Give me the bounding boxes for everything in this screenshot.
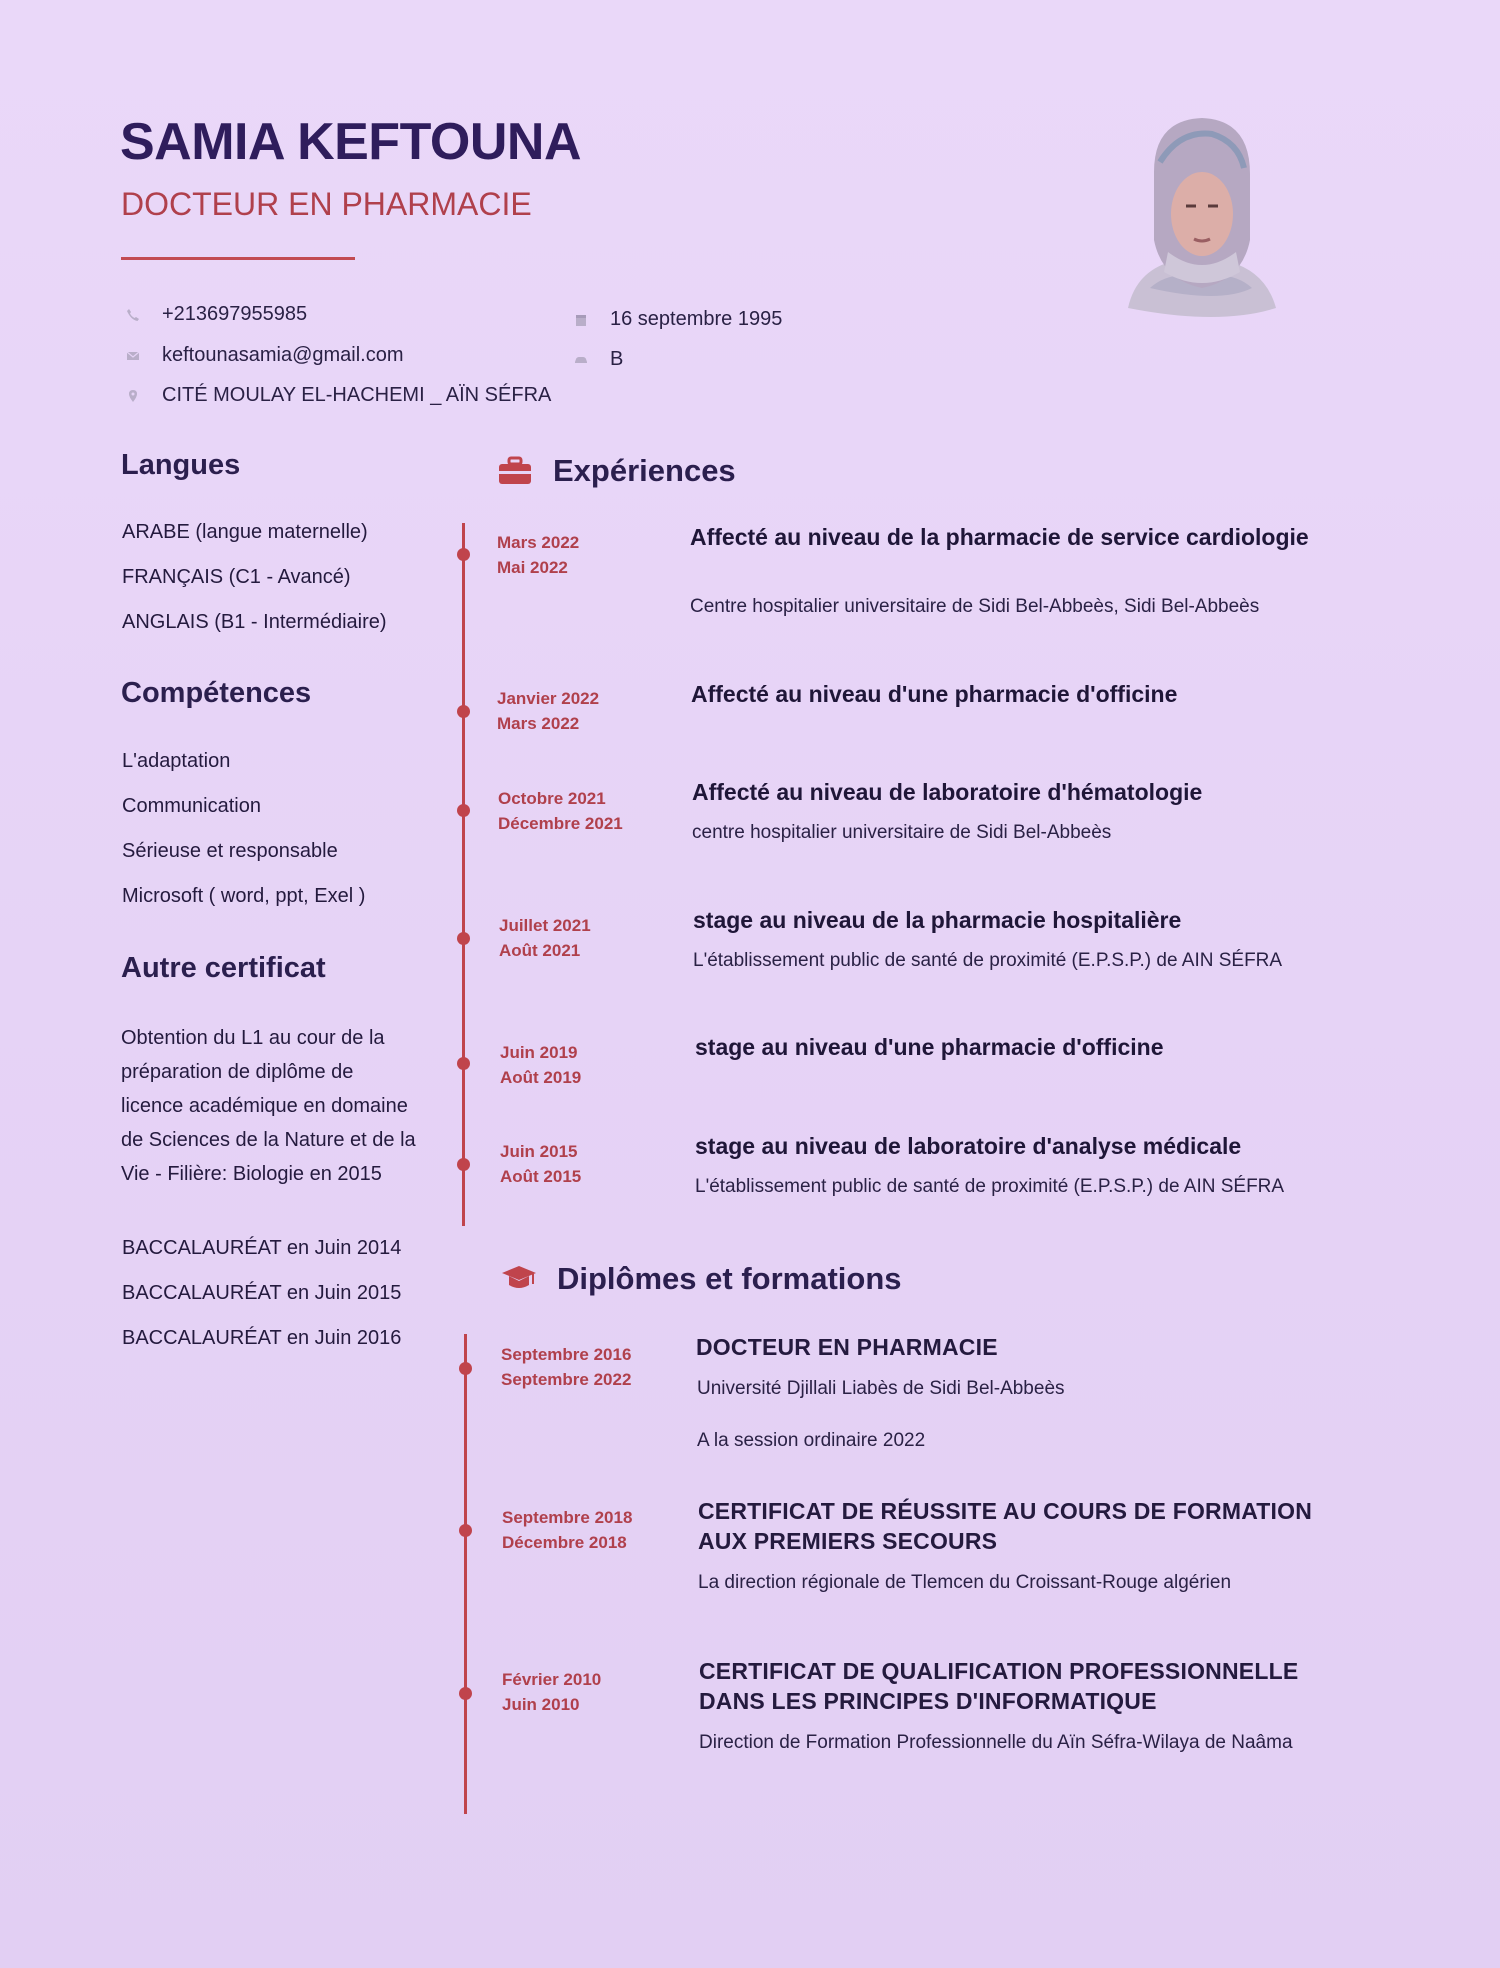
- skills-heading: Compétences: [121, 677, 312, 709]
- language-item: FRANÇAIS (C1 - Avancé): [122, 566, 351, 588]
- location-pin-icon: [126, 389, 140, 403]
- experience-date: Juillet 2021 Août 2021: [499, 916, 591, 960]
- profile-photo: [1120, 112, 1280, 324]
- timeline-dot: [459, 1687, 472, 1700]
- timeline-dot: [457, 1057, 470, 1070]
- education-timeline-line: [464, 1334, 467, 1814]
- education-heading: Diplômes et formations: [557, 1261, 902, 1296]
- experience-timeline-line: [462, 523, 465, 1226]
- experience-description: L'établissement public de santé de proximité (E.P.S.P.) de AIN SÉFRA: [695, 1176, 1285, 1197]
- education-date: Septembre 2018 Décembre 2018: [502, 1508, 633, 1552]
- car-icon: [574, 353, 588, 367]
- experience-date: Juin 2015 Août 2015: [500, 1142, 582, 1186]
- timeline-dot: [457, 705, 470, 718]
- timeline-dot: [457, 548, 470, 561]
- job-title: DOCTEUR EN PHARMACIE: [121, 186, 532, 222]
- languages-heading: Langues: [121, 449, 241, 481]
- timeline-dot: [457, 804, 470, 817]
- contact-address: CITÉ MOULAY EL-HACHEMI _ AÏN SÉFRA: [126, 384, 551, 407]
- candidate-name: SAMIA KEFTOUNA: [120, 113, 581, 171]
- experience-date: Janvier 2022 Mars 2022: [497, 689, 600, 733]
- timeline-dot: [459, 1362, 472, 1375]
- education-date: Février 2010 Juin 2010: [502, 1670, 602, 1714]
- briefcase-icon: [497, 456, 533, 486]
- experiences-heading: Expériences: [553, 453, 736, 488]
- contact-phone: +213697955985: [126, 303, 307, 326]
- experience-title: Affecté au niveau de laboratoire d'hématologie: [692, 779, 1203, 805]
- education-title: CERTIFICAT DE RÉUSSITE AU COURS DE FORMATION AUX PREMIERS SECOURS: [698, 1498, 1313, 1554]
- skill-item: Microsoft ( word, ppt, Exel ): [122, 885, 366, 907]
- phone-icon: [126, 308, 140, 322]
- education-description: Université Djillali Liabès de Sidi Bel-Abbeès: [697, 1378, 1065, 1399]
- experience-title: stage au niveau de laboratoire d'analyse médicale: [695, 1133, 1242, 1159]
- skill-item: Communication: [122, 795, 261, 817]
- experience-description: centre hospitalier universitaire de Sidi Bel-Abbeès: [692, 822, 1112, 843]
- language-item: ANGLAIS (B1 - Intermédiaire): [122, 611, 387, 633]
- language-item: ARABE (langue maternelle): [122, 521, 368, 543]
- experience-title: stage au niveau d'une pharmacie d'officine: [695, 1034, 1164, 1060]
- timeline-dot: [457, 932, 470, 945]
- contact-email: keftounasamia@gmail.com: [126, 344, 404, 367]
- certificate-item: BACCALAURÉAT en Juin 2014: [122, 1237, 402, 1259]
- experience-date: Mars 2022 Mai 2022: [497, 533, 580, 577]
- title-divider: [121, 257, 355, 260]
- envelope-icon: [126, 349, 140, 363]
- education-title: CERTIFICAT DE QUALIFICATION PROFESSIONNELLE DANS LES PRINCIPES D'INFORMATIQUE: [699, 1658, 1299, 1714]
- education-description: Direction de Formation Professionnelle du Aïn Séfra-Wilaya de Naâma: [699, 1732, 1293, 1753]
- experience-title: Affecté au niveau de la pharmacie de service cardiologie: [690, 524, 1309, 550]
- experience-description: L'établissement public de santé de proximité (E.P.S.P.) de AIN SÉFRA: [693, 950, 1283, 971]
- certificate-item: BACCALAURÉAT en Juin 2015: [122, 1282, 402, 1304]
- certificates-heading: Autre certificat: [121, 952, 326, 984]
- experience-title: stage au niveau de la pharmacie hospitalière: [693, 907, 1182, 933]
- experience-date: Octobre 2021 Décembre 2021: [498, 789, 623, 833]
- experience-date: Juin 2019 Août 2019: [500, 1043, 582, 1087]
- certificate-item: BACCALAURÉAT en Juin 2016: [122, 1327, 402, 1349]
- education-note: A la session ordinaire 2022: [697, 1430, 926, 1451]
- timeline-dot: [457, 1158, 470, 1171]
- graduation-cap-icon: [500, 1264, 536, 1294]
- education-date: Septembre 2016 Septembre 2022: [501, 1345, 632, 1389]
- skill-item: L'adaptation: [122, 750, 231, 772]
- contact-license: B: [574, 348, 623, 371]
- calendar-icon: [574, 313, 588, 327]
- experience-title: Affecté au niveau d'une pharmacie d'officine: [691, 681, 1178, 707]
- experience-description: Centre hospitalier universitaire de Sidi Bel-Abbeès, Sidi Bel-Abbeès: [690, 596, 1260, 617]
- skill-item: Sérieuse et responsable: [122, 840, 338, 862]
- education-title: DOCTEUR EN PHARMACIE: [696, 1334, 998, 1360]
- contact-birthdate: 16 septembre 1995: [574, 308, 782, 331]
- certificate-paragraph: Obtention du L1 au cour de la préparation de diplôme de licence académique en domaine de Sciences de la Nature et de la Vie - Filière: Biologie en 2015: [121, 1027, 416, 1185]
- education-description: La direction régionale de Tlemcen du Croissant-Rouge algérien: [698, 1572, 1232, 1593]
- timeline-dot: [459, 1524, 472, 1537]
